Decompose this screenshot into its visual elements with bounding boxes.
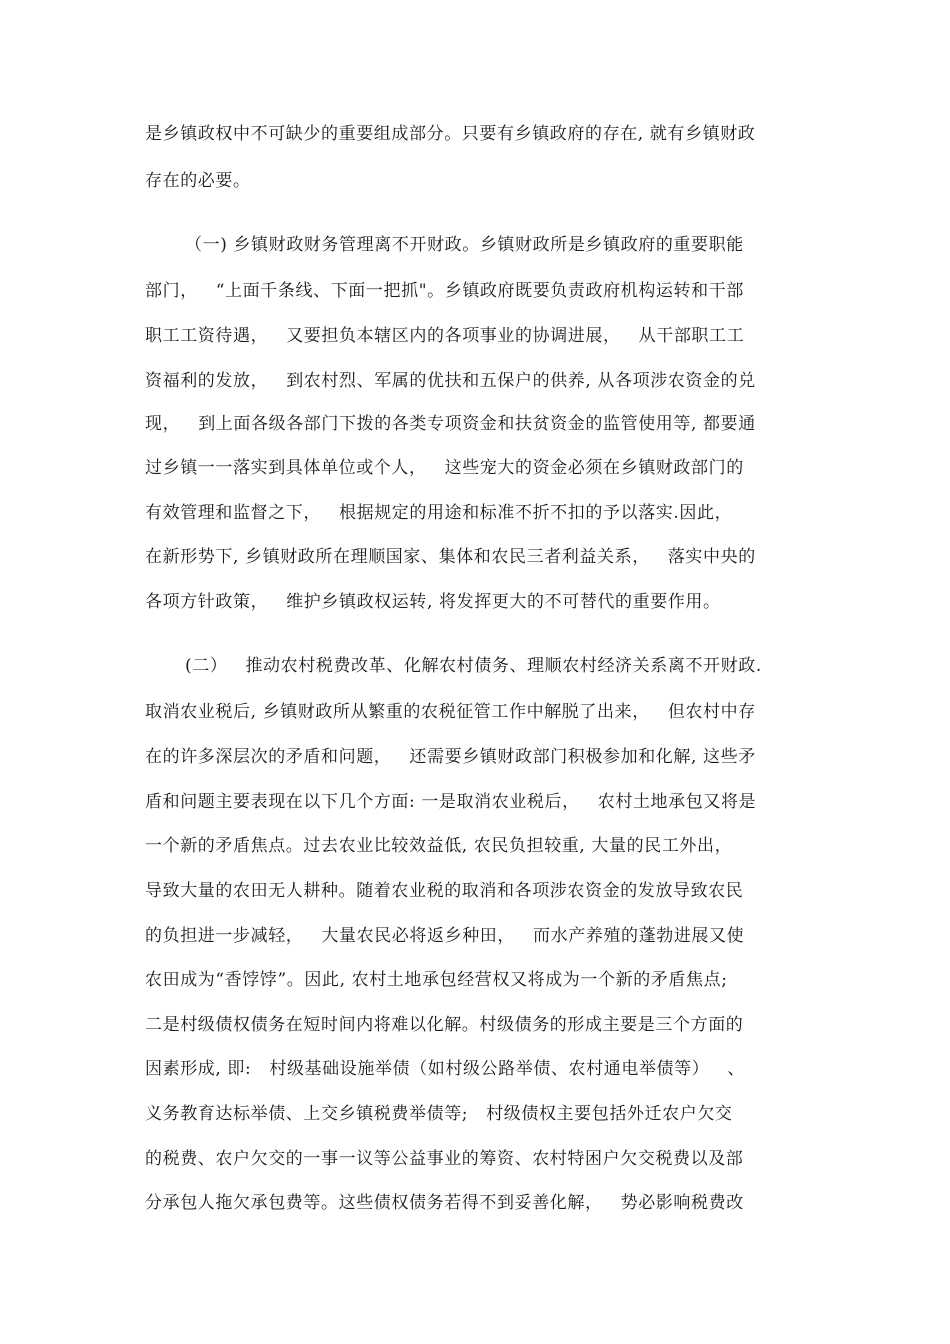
- text-line: 在的许多深层次的矛盾和问题， 还需要乡镇财政部门积极参加和化解, 这些矛: [145, 747, 756, 767]
- paragraph-heading-2: (二） 推动农村税费改革、化解农村债务、理顺农村经济关系离不开财政.: [185, 656, 762, 676]
- text-line: 的负担进一步减轻， 大量农民必将返乡种田， 而水产养殖的蓬勃进展又使: [145, 926, 745, 946]
- text-line: 分承包人拖欠承包费等。这些债权债务若得不到妥善化解， 势必影响税费改: [145, 1193, 744, 1213]
- text-line: 导致大量的农田无人耕种。随着农业税的取消和各项涉农资金的发放导致农民: [145, 881, 744, 901]
- text-line: 在新形势下, 乡镇财政所在理顺国家、集体和农民三者利益关系， 落实中央的: [145, 547, 756, 567]
- text-line: 二是村级债权债务在短时间内将难以化解。村级债务的形成主要是三个方面的: [145, 1015, 744, 1035]
- text-line: 资福利的发放， 到农村烈、军属的优扶和五保户的供养, 从各项涉农资金的兑: [145, 371, 756, 391]
- paragraph-heading-1: （一) 乡镇财政财务管理离不开财政。乡镇财政所是乡镇政府的重要职能: [185, 235, 744, 255]
- text-line: 农田成为“香饽饽”。因此, 农村土地承包经营权又将成为一个新的矛盾焦点;: [145, 970, 728, 990]
- text-line: 有效管理和监督之下， 根据规定的用途和标准不折不扣的予以落实.因此，: [145, 503, 733, 523]
- text-line: 职工工资待遇， 又要担负本辖区内的各项事业的协调进展， 从干部职工工: [145, 326, 745, 346]
- text-line: 过乡镇一一落实到具体单位或个人， 这些宠大的资金必须在乡镇财政部门的: [145, 458, 744, 478]
- text-line: 是乡镇政权中不可缺少的重要组成部分。只要有乡镇政府的存在, 就有乡镇财政: [145, 124, 756, 144]
- text-line: 存在的必要。: [145, 171, 251, 191]
- text-line: 因素形成, 即: 村级基础设施举债（如村级公路举债、农村通电举债等） 、: [145, 1059, 745, 1079]
- text-line: 部门， “上面千条线、下面一把抓"。乡镇政府既要负责政府机构运转和干部: [145, 281, 744, 301]
- text-line: 现， 到上面各级各部门下拨的各类专项资金和扶贫资金的监管使用等, 都要通: [145, 414, 756, 434]
- text-line: 各项方针政策， 维护乡镇政权运转, 将发挥更大的不可替代的重要作用。: [145, 592, 721, 612]
- text-line: 取消农业税后, 乡镇财政所从繁重的农税征管工作中解脱了出来， 但农村中存: [145, 702, 756, 722]
- text-line: 一个新的矛盾焦点。过去农业比较效益低, 农民负担较重, 大量的民工外出，: [145, 836, 733, 856]
- text-line: 的税费、农户欠交的一事一议等公益事业的筹资、农村特困户欠交税费以及部: [145, 1149, 744, 1169]
- text-line: 盾和问题主要表现在以下几个方面: 一是取消农业税后， 农村土地承包又将是: [145, 792, 757, 812]
- text-line: 义务教育达标举债、上交乡镇税费举债等; 村级债权主要包括外迁农户欠交: [145, 1104, 733, 1124]
